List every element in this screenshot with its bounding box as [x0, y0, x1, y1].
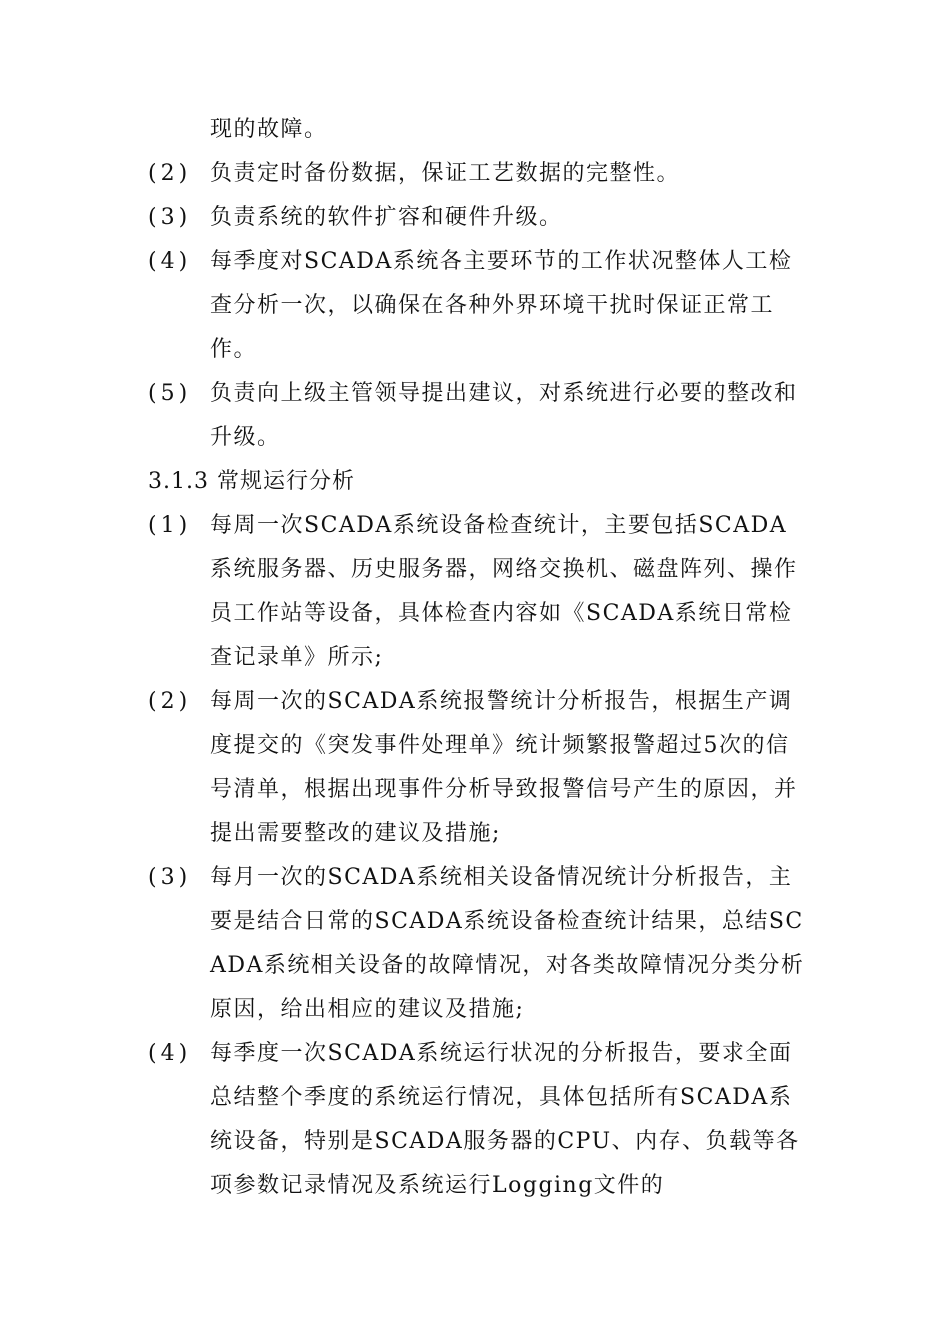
item-text: 负责向上级主管领导提出建议，对系统进行必要的整改和升级。 [210, 381, 798, 450]
section-heading [148, 460, 355, 504]
list-item [148, 196, 810, 240]
item-text: 负责系统的软件扩容和硬件升级。 [210, 205, 563, 230]
continuation-text: 现的故障。 [210, 117, 328, 142]
item-number: (3) [148, 865, 192, 890]
item-text: 每周一次的SCADA系统报警统计分析报告，根据生产调度提交的《突发事件处理单》统计频繁报警超过5次的信号清单，根据出现事件分析导致报警信号产生的原因，并提出需要整改的建议及措施; [210, 689, 798, 846]
section-title: 常规运行分析 [216, 469, 355, 494]
item-number: (1) [148, 513, 192, 538]
list-item [148, 504, 810, 680]
item-text: 每季度一次SCADA系统运行状况的分析报告，要求全面总结整个季度的系统运行情况，具体包括所有SCADA系统设备，特别是SCADA服务器的CPU、内存、负载等各项参数记录情况及系统运行Logging文件的 [210, 1041, 800, 1198]
item-number: (4) [148, 1041, 192, 1066]
item-text: 每季度对SCADA系统各主要环节的工作状况整体人工检查分析一次，以确保在各种外界环境干扰时保证正常工作。 [210, 249, 793, 362]
item-text: 每周一次SCADA系统设备检查统计，主要包括SCADA系统服务器、历史服务器，网络交换机、磁盘阵列、操作员工作站等设备，具体检查内容如《SCADA系统日常检查记录单》所示; [210, 513, 798, 670]
item-number: (2) [148, 161, 192, 186]
list-item [148, 240, 810, 372]
list-item [148, 680, 810, 856]
item-text: 每月一次的SCADA系统相关设备情况统计分析报告，主要是结合日常的SCADA系统设备检查统计结果，总结SCADA系统相关设备的故障情况，对各类故障情况分类分析原因，给出相应的建议及措施; [210, 865, 805, 1022]
item-text: 负责定时备份数据，保证工艺数据的完整性。 [210, 161, 681, 186]
list-item [148, 856, 810, 1032]
item-number: (2) [148, 689, 192, 714]
item-number: (3) [148, 205, 192, 230]
section-number: 3.1.3 [148, 469, 209, 494]
list-item [148, 1032, 810, 1208]
list-item [148, 152, 810, 196]
list-item [148, 372, 810, 460]
item-number: (5) [148, 381, 192, 406]
item-number: (4) [148, 249, 192, 274]
continuation-line [148, 108, 810, 152]
